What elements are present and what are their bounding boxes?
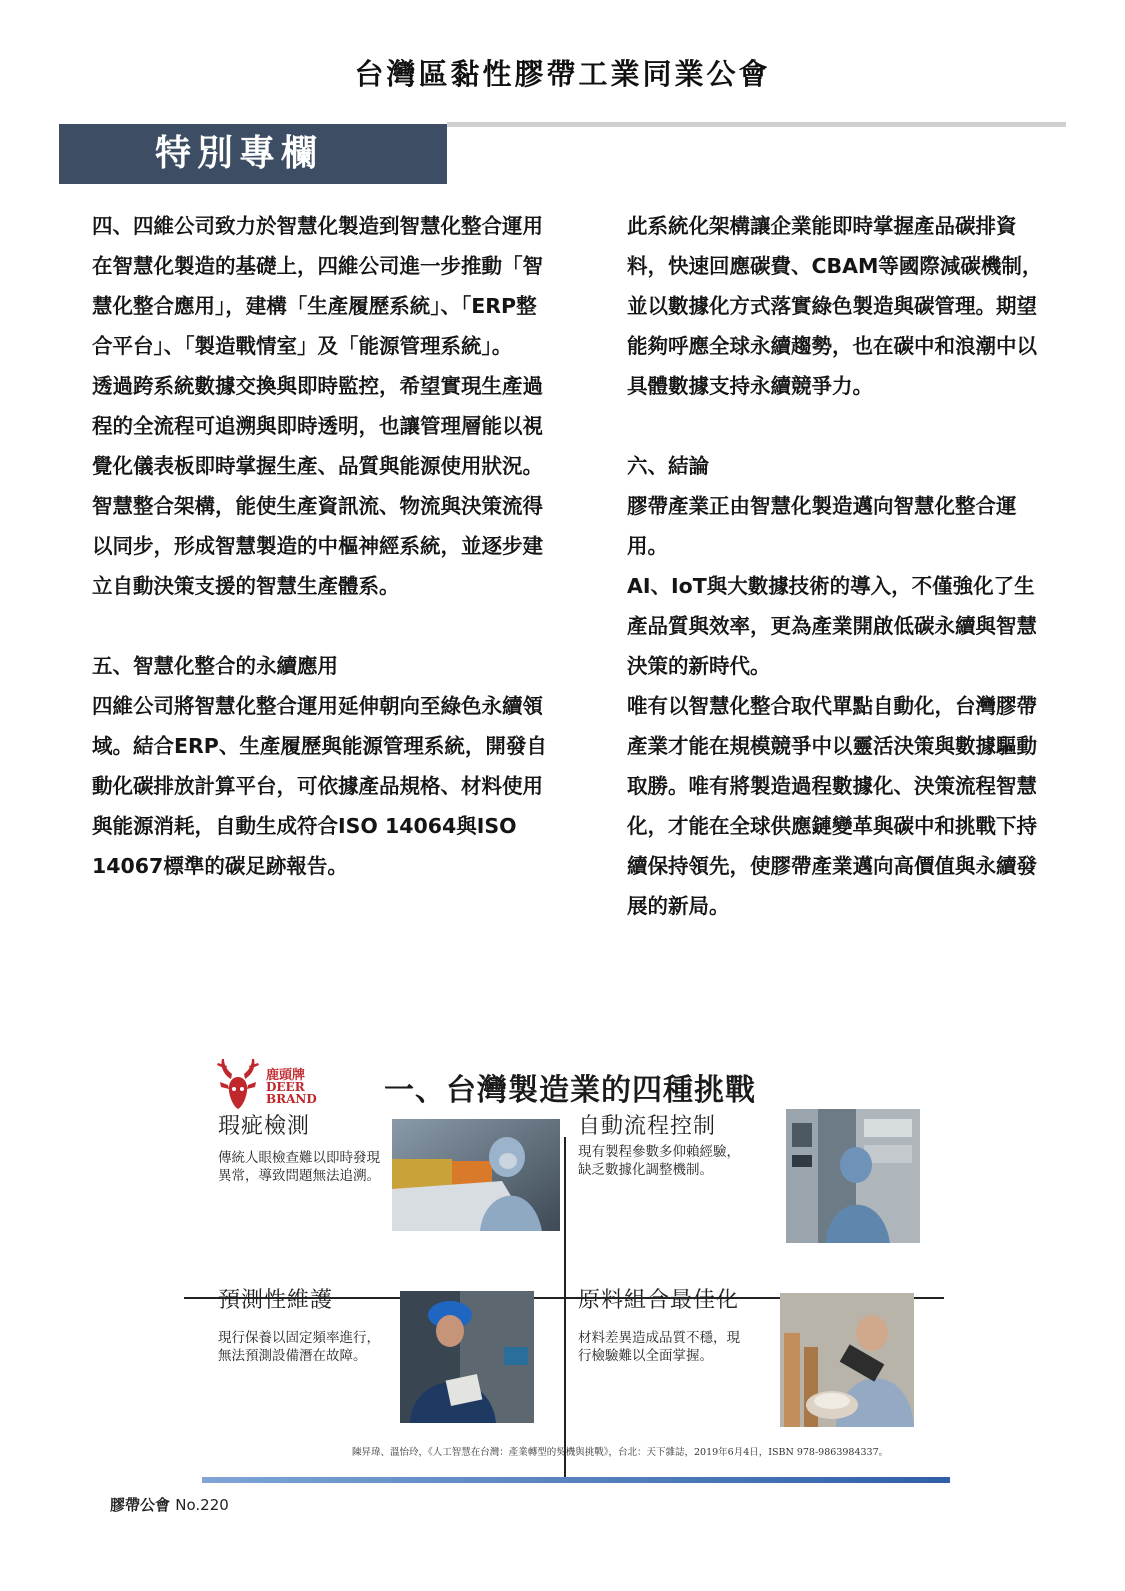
paragraph: 智慧整合架構，能使生產資訊流、物流與決策流得以同步，形成智慧製造的中樞神經系統，並逐步建立自動決策支援的智慧生產體系。	[92, 494, 543, 598]
footer-magazine-name: 膠帶公會	[110, 1496, 171, 1514]
challenges-figure	[184, 1057, 960, 1487]
paragraph: 膠帶產業正由智慧化製造邁向智慧化整合運用。	[627, 494, 1017, 558]
quadrant-desc-process: 現有製程參數多仰賴經驗，缺乏數據化調整機制。	[578, 1144, 740, 1178]
paragraph-gap	[627, 406, 1049, 446]
logo-text-en: DEER BRAND	[266, 1080, 317, 1106]
quadrant-desc-maintenance: 現行保養以固定頻率進行，無法預測設備潛在故障。	[218, 1330, 380, 1364]
quadrant-title-maintenance: 預測性維護	[218, 1288, 334, 1313]
section-heading: 六、結論	[627, 454, 709, 478]
section-heading: 五、智慧化整合的永續應用	[92, 654, 338, 678]
logo-text-cn: 鹿頭牌	[266, 1068, 306, 1083]
column-banner: 特別專欄	[59, 124, 447, 184]
paragraph: 此系統化架構讓企業能即時掌握產品碳排資料，快速回應碳費、CBAM等國際減碳機制，並以數據化方式落實綠色製造與碳管理。期望能夠呼應全球永續趨勢，也在碳中和浪潮中以具體數據支持永續競爭力。	[627, 214, 1043, 398]
section-heading: 四、四維公司致力於智慧化製造到智慧化整合運用	[92, 214, 543, 238]
deer-brand-logo	[214, 1057, 324, 1115]
photo-process-control	[786, 1109, 920, 1243]
deer-head-icon	[214, 1057, 262, 1111]
photo-material-optimization	[780, 1293, 914, 1427]
left-column	[92, 206, 550, 886]
paragraph: 唯有以智慧化整合取代單點自動化，台灣膠帶產業才能在規模競爭中以靈活決策與數據驅動取勝。唯有將製造過程數據化、決策流程智慧化，才能在全球供應鏈變革與碳中和挑戰下持續保持領先，使膠帶產業邁向高價值與永續發展的新局。	[627, 694, 1037, 918]
quadrant-title-defect: 瑕疵檢測	[218, 1114, 311, 1139]
quadrant-desc-materials: 材料差異造成品質不穩，現行檢驗難以全面掌握。	[578, 1330, 740, 1364]
photo-predictive-maintenance	[400, 1291, 534, 1423]
paragraph: 四維公司將智慧化整合運用延伸朝向至綠色永續領域。結合ERP、生產履歷與能源管理系統，開發自動化碳排放計算平台，可依據產品規格、材料使用與能源消耗，自動生成符合ISO 14064與ISO 14067標準的碳足跡報告。	[92, 694, 547, 878]
org-title: 台灣區黏性膠帶工業同業公會	[354, 57, 771, 91]
paragraph: AI、IoT與大數據技術的導入，不僅強化了生產品質與效率，更為產業開啟低碳永續與智慧決策的新時代。	[627, 574, 1037, 678]
banner-rule	[447, 122, 1066, 127]
figure-title: 一、台灣製造業的四種挑戰	[384, 1073, 756, 1108]
page-footer	[110, 1494, 229, 1515]
photo-defect-inspection	[392, 1119, 560, 1231]
footer-issue-number: No.220	[175, 1496, 229, 1514]
paragraph-gap	[92, 606, 550, 646]
paragraph: 在智慧化製造的基礎上，四維公司進一步推動「智慧化整合應用」，建構「生產履歷系統」、「ERP整合平台」、「製造戰情室」及「能源管理系統」。	[92, 254, 543, 358]
paragraph: 透過跨系統數據交換與即時監控，希望實現生產過程的全流程可追溯與即時透明，也讓管理層能以視覺化儀表板即時掌握生產、品質與能源使用狀況。	[92, 374, 543, 478]
quadrant-title-process: 自動流程控制	[578, 1114, 717, 1139]
right-column	[627, 206, 1049, 926]
figure-accent-bar	[202, 1477, 950, 1483]
quadrant-desc-defect: 傳統人眼檢查難以即時發現異常，導致問題無法追溯。	[218, 1150, 380, 1184]
figure-citation: 陳昇瑋、溫怡玲，《人工智慧在台灣：產業轉型的契機與挑戰》，台北：天下雜誌，2019年6月4日，ISBN 978-9863984337。	[352, 1447, 889, 1458]
quadrant-divider-vertical	[564, 1137, 566, 1481]
quadrant-title-materials: 原料組合最佳化	[578, 1288, 740, 1313]
